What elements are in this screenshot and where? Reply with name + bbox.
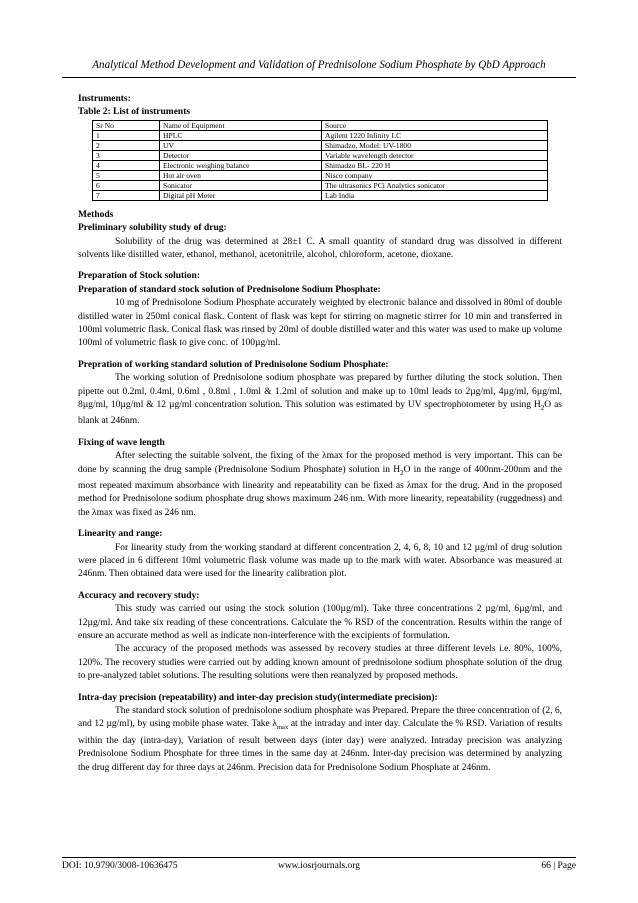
- linearity-heading: Linearity and range:: [78, 529, 163, 540]
- table-cell: Lab India: [322, 190, 548, 200]
- linearity-text: For linearity study from the working standard at different concentration 2, 4, 6, 8, 10 and 12 µg/ml of drug solution were placed in 6 different 10ml volumetric flask volume was made up to the mark with water. Absorbance was measured at 246nm. Then obtained data were used for the linearity calibration plot.: [78, 542, 562, 580]
- footer-page-number: 66 | Page: [541, 861, 576, 871]
- table-cell: Agilent 1220 Infinity LC: [322, 130, 548, 140]
- footer-rule: [62, 857, 576, 858]
- stock-heading: Preparation of Stock solution:: [78, 271, 201, 282]
- stock-text: 10 mg of Prednisolone Sodium Phosphate accurately weighted by electronic balance and dissolved in 80ml of double distilled water in 250ml conical flask. Content of flask was kept for stirring on magnetic stirrer for 10 min and transferred in 100ml volumetric flask. Conical flask was rinsed by 20ml of double distilled water and this water was used to make up volume 100ml of volumetric flask to give conc. of 100µg/ml.: [78, 298, 562, 349]
- table-cell: Sonicator: [160, 180, 322, 190]
- instruments-heading: Instruments:: [78, 94, 131, 104]
- wavelength-text: After selecting the suitable solvent, the fixing of the λmax for the proposed method is very important. This can be done by scanning the drug sample (Prednisolone Sodium Phosphate) solution in $H_2O$ in the range of 400nm-200nm and the most repeated maximum absorbance with linearity and repeatability can be fixed as λmax for the drug. And in the proposed method for Prednisolone sodium phosphate drug shows maximum 246 nm. With more linearity, repeatability (ruggedness) and the λmax was fixed as 246 nm.: [78, 451, 563, 518]
- table-body: [93, 130, 548, 200]
- table-cell: 5: [93, 170, 160, 180]
- table-cell: 2: [93, 140, 160, 150]
- column-header: Sr No: [93, 120, 160, 130]
- table-cell: Nisco company: [322, 170, 548, 180]
- instruments-table: [92, 120, 548, 201]
- body-content: [78, 93, 562, 775]
- table-cell: Shimadzo BL- 220 H: [322, 160, 548, 170]
- table-cell: Shimadzo, Model: UV-1800: [322, 140, 548, 150]
- table-row: [93, 150, 548, 160]
- solubility-text: Solubility of the drug was determined at 28±1 C. A small quantity of standard drug was dissolved in different solvents like distilled water, ethanol, methanol, acetonitrile, alcohol, chloroform, acetone, dioxane.: [78, 236, 562, 261]
- accuracy-text-2: The accuracy of the proposed methods was assessed by recovery studies at three different levels i.e. 80%, 100%, 120%. The recovery studies were carried out by adding known amount of prednisolone sodium phosphate solution of the drug to pre-analyzed tablet solutions. The resulting solutions were then reanalyzed by proposed methods.: [78, 644, 562, 682]
- working-text: The working solution of Prednisolone sodium phosphate was prepared by further diluting the stock solution. Then pipette out 0.2ml, 0.4ml, 0.6ml , 0.8ml , 1.0ml & 1.2ml of solution and make up to 10ml leads to 2µg/ml, 4µg/ml, 6µg/ml, 8µg/ml, 10µg/ml & 12 µg/ml concentration solution. This solution was estimated by UV spectrophotometer by using $H_2O$ as blank at 246nm.: [78, 373, 562, 427]
- table-cell: 4: [93, 160, 160, 170]
- table-caption: Table 2: List of instruments: [78, 107, 191, 118]
- accuracy-text-1: This study was carried out using the stock solution (100µg/ml). Take three concentrations 2 µg/ml, 6µg/ml, and 12µg/ml. And take six reading of these concentrations. Calculate the % RSD of the concentration. Results within the range of ensure an accurate method as well as indicate non-interference with the excipients of formulation.: [78, 604, 562, 641]
- working-heading: Prepration of working standard solution of Prednisolone Sodium Phosphate:: [78, 359, 389, 370]
- methods-heading: Methods: [78, 209, 114, 220]
- table-row: [93, 170, 548, 180]
- column-header: Source: [322, 120, 548, 130]
- table-cell: Digital pH Meter: [160, 190, 322, 200]
- table-row: [93, 140, 548, 150]
- table-cell: 3: [93, 150, 160, 160]
- table-cell: 1: [93, 130, 160, 140]
- header-rule: [62, 77, 576, 78]
- table-cell: Electronic weighing balance: [160, 160, 322, 170]
- table-row: [93, 160, 548, 170]
- table-row: [93, 130, 548, 140]
- solubility-heading: Preliminary solubility study of drug:: [78, 223, 227, 234]
- table-header-row: [93, 120, 548, 130]
- footer-site: www.iosrjournals.org: [277, 861, 361, 871]
- precision-heading: Intra-day precision (repeatability) and inter-day precision study(intermediate precision):: [78, 692, 438, 703]
- precision-text: The standard stock solution of prednisolone sodium phosphate was Prepared. Prepare the three concentration of (2, 6, and 12 µg/ml), by using mobile phase water. Take $\lambda_{max}$ at the intraday and inter day. Calculate the % RSD. Variation of results within the day (intra-day), Variation of result between days (inter day) were analyzed. Intraday precision was analyzing Prednisolone Sodium Phosphate for three times in the same day at 246nm. Inter-day precision was determined by analyzing the drug different day for three days at 246nm. Precision data for Prednisolone Sodium Phosphate at 246nm.: [78, 706, 562, 773]
- footer-doi: DOI: 10.9790/3008-10636475: [62, 861, 178, 871]
- table-cell: Detector: [160, 150, 322, 160]
- table-cell: Hot air oven: [160, 170, 322, 180]
- table-row: [93, 190, 548, 200]
- table-cell: 6: [93, 180, 160, 190]
- table-cell: 7: [93, 190, 160, 200]
- table-cell: HPLC: [160, 130, 322, 140]
- table-row: [93, 180, 548, 190]
- wavelength-heading: Fixing of wave length: [78, 437, 165, 448]
- table-cell: The ultrasonics PCi Analytics sonicator: [322, 180, 548, 190]
- table-cell: UV: [160, 140, 322, 150]
- running-header: Analytical Method Development and Validation of Prednisolone Sodium Phosphate by QbD Approach: [92, 59, 546, 71]
- column-header: Name of Equipment: [160, 120, 322, 130]
- table-cell: Variable wavelength detector: [322, 150, 548, 160]
- stock-subheading: Preparation of standard stock solution of Prednisolone Sodium Phosphate:: [78, 284, 381, 295]
- accuracy-heading: Accuracy and recovery study:: [78, 590, 200, 601]
